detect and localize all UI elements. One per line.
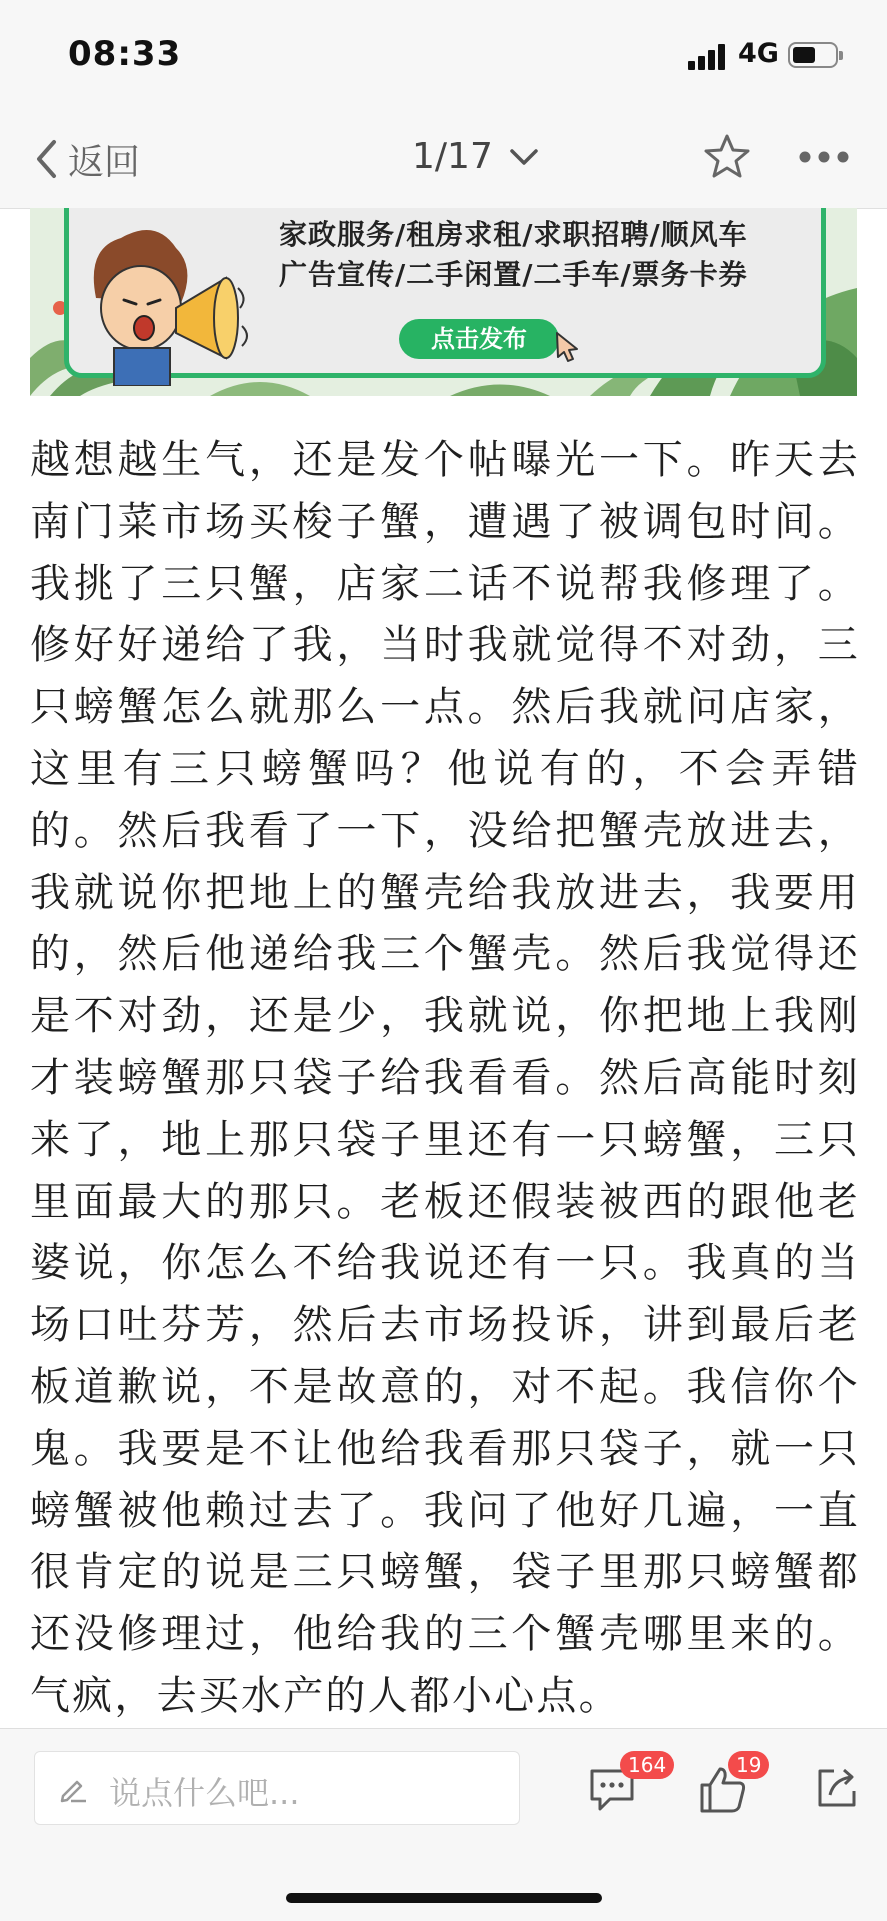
chevron-down-icon [509, 147, 539, 167]
banner-services-line2: 广告宣传/二手闲置/二手车/票务卡券 [279, 258, 748, 291]
back-label: 返回 [68, 141, 141, 183]
like-count-badge: 19 [728, 1751, 769, 1779]
pointer-hand-icon [549, 325, 589, 365]
megaphone-mascot-icon [66, 208, 256, 386]
post-body: 越想越生气，还是发个帖曝光一下。昨天去南门菜市场买梭子蟹，遭遇了被调包时间。我挑了三只蟹，店家二话不说帮我修理了。修好好递给了我，当时我就觉得不对劲，三只螃蟹怎么就那么一点。然后我就问店家，这里有三只螃蟹吗？他说有的，不会弄错的。然后我看了一下，没给把蟹壳放进去，我就说你把地上的蟹壳给我放进去，我要用的，然后他递给我三个蟹壳。然后我觉得还是不对劲，还是少，我就说，你把地上我刚才装螃蟹那只袋子给我看看。然后高能时刻来了，地上那只袋子里还有一只螃蟹，三只里面最大的那只。老板还假装被西的跟他老婆说，你怎么不给我说还有一只。我真的当场口吐芬芳，然后去市场投诉，讲到最后老板道歉说，不是故意的，对不起。我信你个鬼。我要是不让他给我看那只袋子，就一只螃蟹被他赖过去了。我问了他好几遍，一直很肯定的说是三只螃蟹，袋子里那只螃蟹都还没修理过，他给我的三个蟹壳哪里来的。气疯，去买水产的人都小心点。 [30, 437, 860, 1719]
comment-input[interactable] [34, 1751, 520, 1825]
status-time: 08:33 [68, 34, 182, 74]
bottom-action-bar [0, 1728, 887, 1921]
status-bar [0, 0, 887, 110]
more-dots-icon[interactable] [798, 150, 850, 164]
battery-icon [788, 42, 838, 68]
star-icon[interactable] [702, 132, 752, 182]
page-selector[interactable] [412, 136, 539, 177]
comment-count-badge: 164 [620, 1751, 674, 1779]
network-type: 4G [738, 38, 779, 69]
chevron-left-icon [34, 138, 60, 180]
page-indicator: 1/17 [412, 136, 493, 177]
signal-icon [688, 42, 732, 70]
pencil-icon [59, 1774, 89, 1804]
ad-banner[interactable] [30, 208, 857, 396]
home-indicator[interactable] [286, 1893, 602, 1903]
banner-services-line1: 家政服务/租房求租/求职招聘/顺风车 [279, 218, 748, 251]
back-button[interactable] [34, 136, 140, 182]
comment-placeholder: 说点什么吧... [109, 1774, 300, 1812]
publish-button[interactable]: 点击发布 [399, 319, 559, 359]
nav-bar [0, 110, 887, 209]
share-icon[interactable] [814, 1765, 860, 1811]
